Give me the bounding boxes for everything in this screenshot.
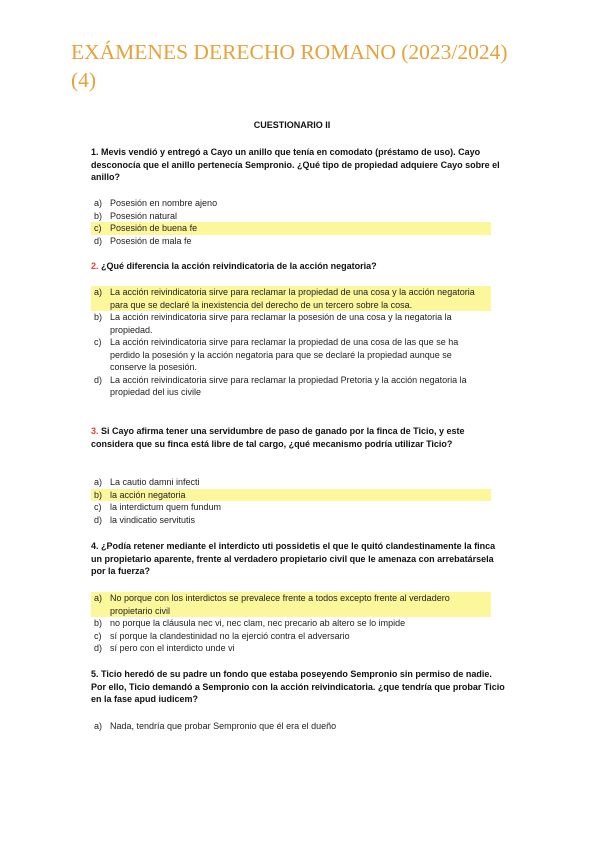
question-1 [91, 146, 506, 184]
question-4-option-c: c) sí porque la clandestinidad no la ejerció contra el adversario [94, 630, 350, 641]
question-1-option-d: d) Posesión de mala fe [94, 235, 192, 246]
question-3-number: 3. [91, 426, 99, 436]
question-3-options [91, 476, 491, 526]
question-3-option-b: b) la acción negatoria [91, 489, 491, 502]
question-1-option-a: a) Posesión en nombre ajeno [94, 198, 218, 208]
question-4-option-d: d) sí pero con el interdicto unde vi [94, 643, 235, 653]
question-5-option-a: a) Nada, tendría que probar Sempronio que él era el dueño [94, 721, 337, 731]
document-title: EXÁMENES DERECHO ROMANO (2023/2024) (4) [71, 40, 508, 92]
question-2-option-d: d) La acción reivindicatoria sirve para reclamar la propiedad Pretoria y la acción negatoria la propiedad del ius civile [94, 374, 467, 397]
question-2-number: 2. [91, 261, 99, 271]
question-4 [91, 540, 506, 578]
question-5 [91, 668, 506, 706]
question-3-text: Si Cayo afirma tener una servidumbre de paso de ganado por la finca de Ticio, y este considera que su finca está libre de tal cargo, ¿qué mecanismo podría utilizar Ticio? [91, 426, 465, 449]
question-2-option-a: a) La acción reivindicatoria sirve para reclamar la propiedad de una cosa y la acción negatoria para que se declaré la inexistencia del derecho de un tercero sobre la cosa. [91, 286, 491, 311]
question-2-option-c: c) La acción reivindicatoria sirve para reclamar la propiedad de una cosa de las que se ha perdido la posesión y la acción negatoria para que se declaré la propiedad aunque se conserve la posesión. [94, 337, 459, 372]
question-2 [91, 260, 506, 273]
question-5-number: 5. [91, 669, 99, 679]
question-2-text: ¿Qué diferencia la acción reivindicatoria de la acción negatoria? [101, 261, 377, 271]
question-4-option-b: b) no porque la cláusula nec vi, nec clam, nec precario ab altero se lo impide [94, 618, 406, 628]
question-1-text: Mevis vendió y entregó a Cayo un anillo que tenía en comodato (préstamo de uso). Cayo desconocía que el anillo pertenecía Sempronio. ¿Qué tipo de propiedad adquiere Cayo sobre el anillo? [91, 147, 500, 182]
question-1-options [91, 197, 491, 247]
question-1-option-b: b) Posesión natural [94, 210, 178, 221]
question-3-option-a: a) La cautio damni infecti [94, 477, 200, 487]
question-4-option-a: a) No porque con los interdictos se prevalece frente a todos excepto frente al verdadero propietario civil [91, 592, 491, 617]
question-3-option-d: d) la vindicatio servitutis [94, 514, 196, 525]
question-1-option-c: c) Posesión de buena fe [91, 222, 491, 235]
question-5-options [91, 720, 491, 733]
question-3-option-c: c) la interdictum quem fundum [94, 502, 222, 512]
question-1-number: 1. [91, 147, 99, 157]
question-3 [91, 425, 506, 450]
section-title: CUESTIONARIO II [253, 120, 331, 130]
question-4-text: ¿Podía retener mediante el interdicto uti possidetis el que le quitó clandestinamente la finca un propietario aparente, frente al verdadero propietario civil que le amenaza con arrebatársela por la fuerza? [91, 541, 496, 576]
question-2-option-b: b) La acción reivindicatoria sirve para reclamar la posesión de una cosa y la negatoria la propiedad. [94, 312, 452, 335]
question-4-options [91, 592, 491, 655]
question-2-options [91, 286, 491, 399]
question-5-text: Ticio heredó de su padre un fondo que estaba poseyendo Sempronio sin permiso de nadie. Por ello, Ticio demandó a Sempronio con la acción reivindicatoria. ¿que tendría que probar Ticio en la fase apud iudicem? [91, 669, 505, 704]
question-4-number: 4. [91, 541, 99, 551]
